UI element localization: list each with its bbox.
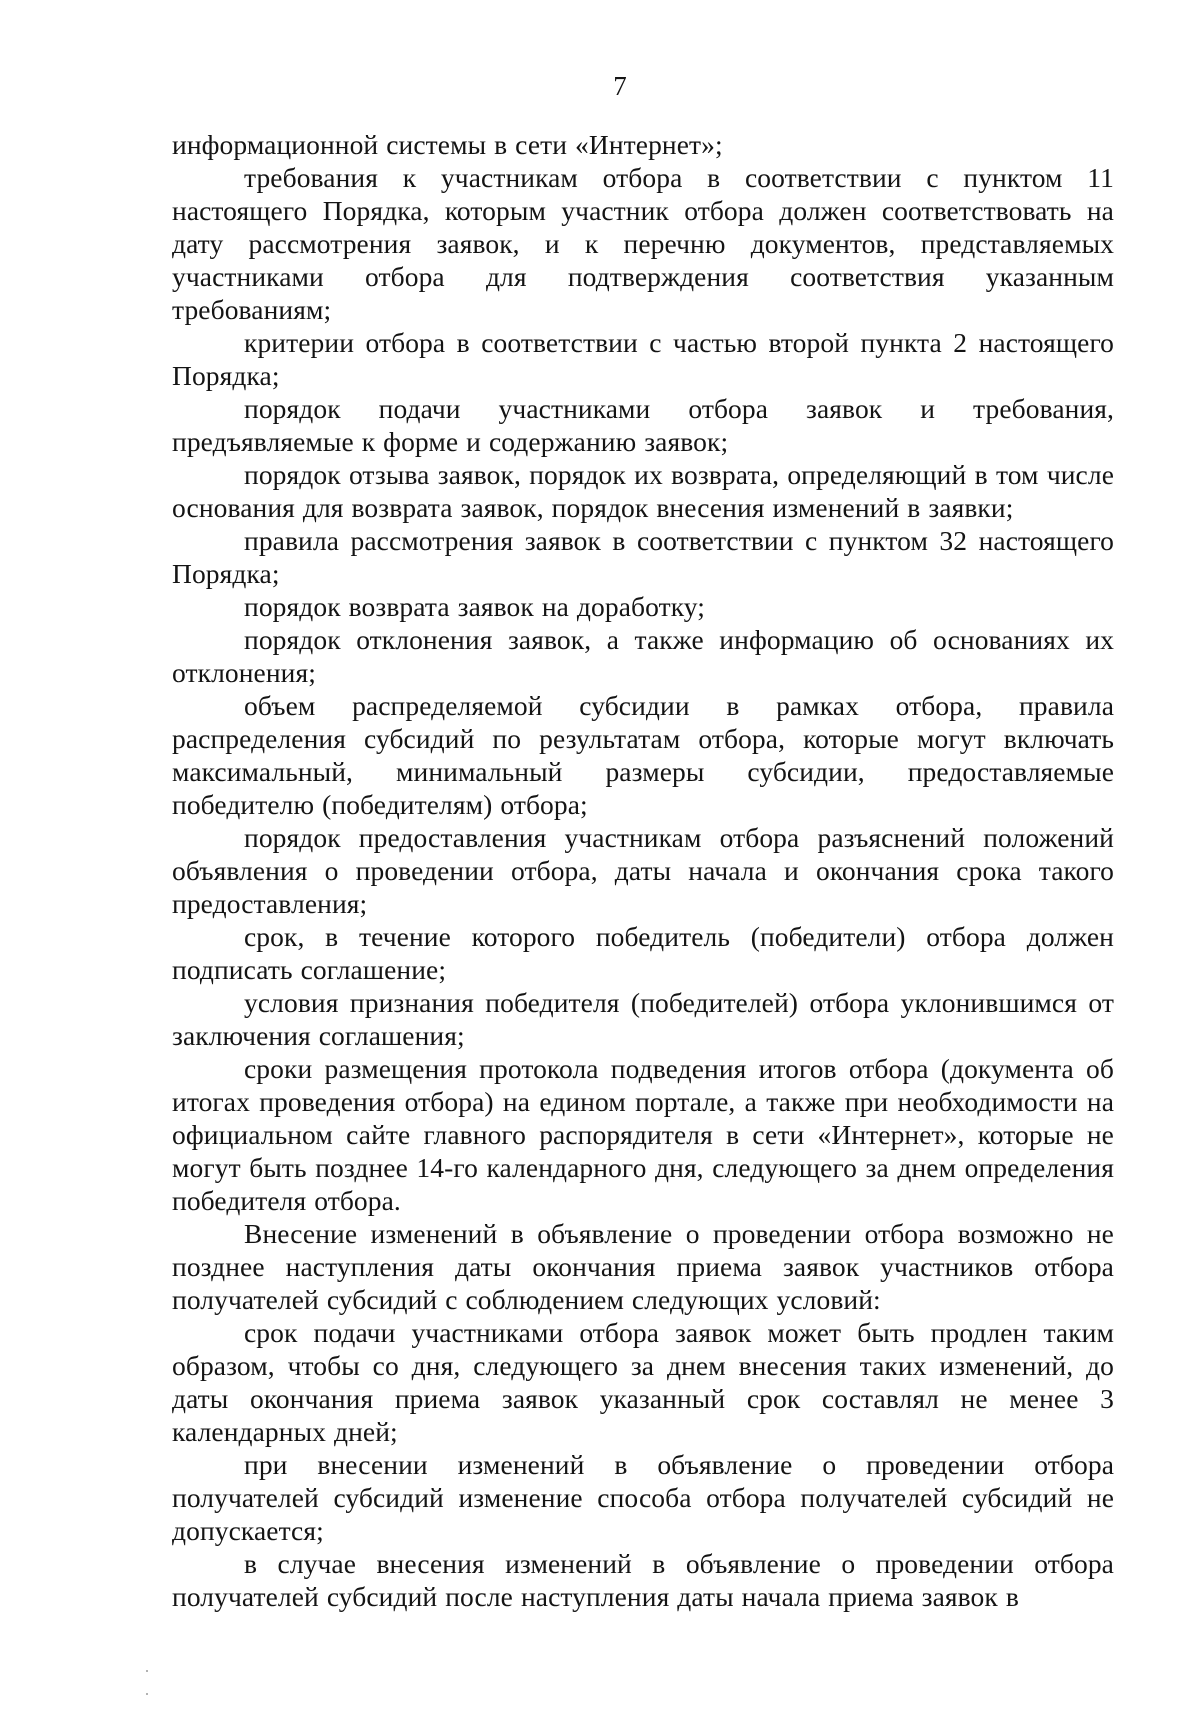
paragraph: Внесение изменений в объявление о проведении отбора возможно не позднее наступления даты окончания приема заявок участников отбора получателей субсидий с соблюдением следующих условий: xyxy=(172,1218,1114,1315)
paragraph: срок, в течение которого победитель (победители) отбора должен подписать соглашение; xyxy=(172,921,1114,985)
paragraph: информационной системы в сети «Интернет»; xyxy=(172,129,723,160)
scan-artifact xyxy=(146,1670,148,1672)
paragraph: срок подачи участниками отбора заявок может быть продлен таким образом, чтобы со дня, следующего за днем внесения таких изменений, до даты окончания приема заявок указанный срок составлял не менее 3 календарных дней; xyxy=(172,1317,1114,1447)
paragraph: порядок подачи участниками отбора заявок и требования, предъявляемые к форме и содержанию заявок; xyxy=(172,393,1114,457)
document-body xyxy=(172,128,1114,1613)
paragraph: порядок предоставления участникам отбора разъяснений положений объявления о проведении отбора, даты начала и окончания срока такого предоставления; xyxy=(172,822,1114,919)
page-number: 7 xyxy=(613,71,627,101)
paragraph: правила рассмотрения заявок в соответствии с пунктом 32 настоящего Порядка; xyxy=(172,525,1114,589)
paragraph: условия признания победителя (победителей) отбора уклонившимся от заключения соглашения; xyxy=(172,987,1114,1051)
paragraph: при внесении изменений в объявление о проведении отбора получателей субсидий изменение способа отбора получателей субсидий не допускается; xyxy=(172,1449,1114,1546)
paragraph: порядок отзыва заявок, порядок их возврата, определяющий в том числе основания для возврата заявок, порядок внесения изменений в заявки; xyxy=(172,459,1114,523)
paragraph: объем распределяемой субсидии в рамках отбора, правила распределения субсидий по результатам отбора, которые могут включать максимальный, минимальный размеры субсидии, предоставляемые победителю (победителям) отбора; xyxy=(172,690,1114,820)
scan-artifact xyxy=(146,1693,148,1695)
paragraph: порядок отклонения заявок, а также информацию об основаниях их отклонения; xyxy=(172,624,1114,688)
paragraph: в случае внесения изменений в объявление о проведении отбора получателей субсидий после наступления даты начала приема заявок в xyxy=(172,1548,1114,1612)
paragraph: требования к участникам отбора в соответствии с пунктом 11 настоящего Порядка, которым участник отбора должен соответствовать на дату рассмотрения заявок, и к перечню документов, представляемых участниками отбора для подтверждения соответствия указанным требованиям; xyxy=(172,162,1114,325)
paragraph: критерии отбора в соответствии с частью второй пункта 2 настоящего Порядка; xyxy=(172,327,1114,391)
paragraph: сроки размещения протокола подведения итогов отбора (документа об итогах проведения отбора) на едином портале, а также при необходимости на официальном сайте главного распорядителя в сети «Интернет», которые не могут быть позднее 14-го календарного дня, следующего за днем определения победителя отбора. xyxy=(172,1053,1114,1216)
paragraph: порядок возврата заявок на доработку; xyxy=(244,591,706,622)
